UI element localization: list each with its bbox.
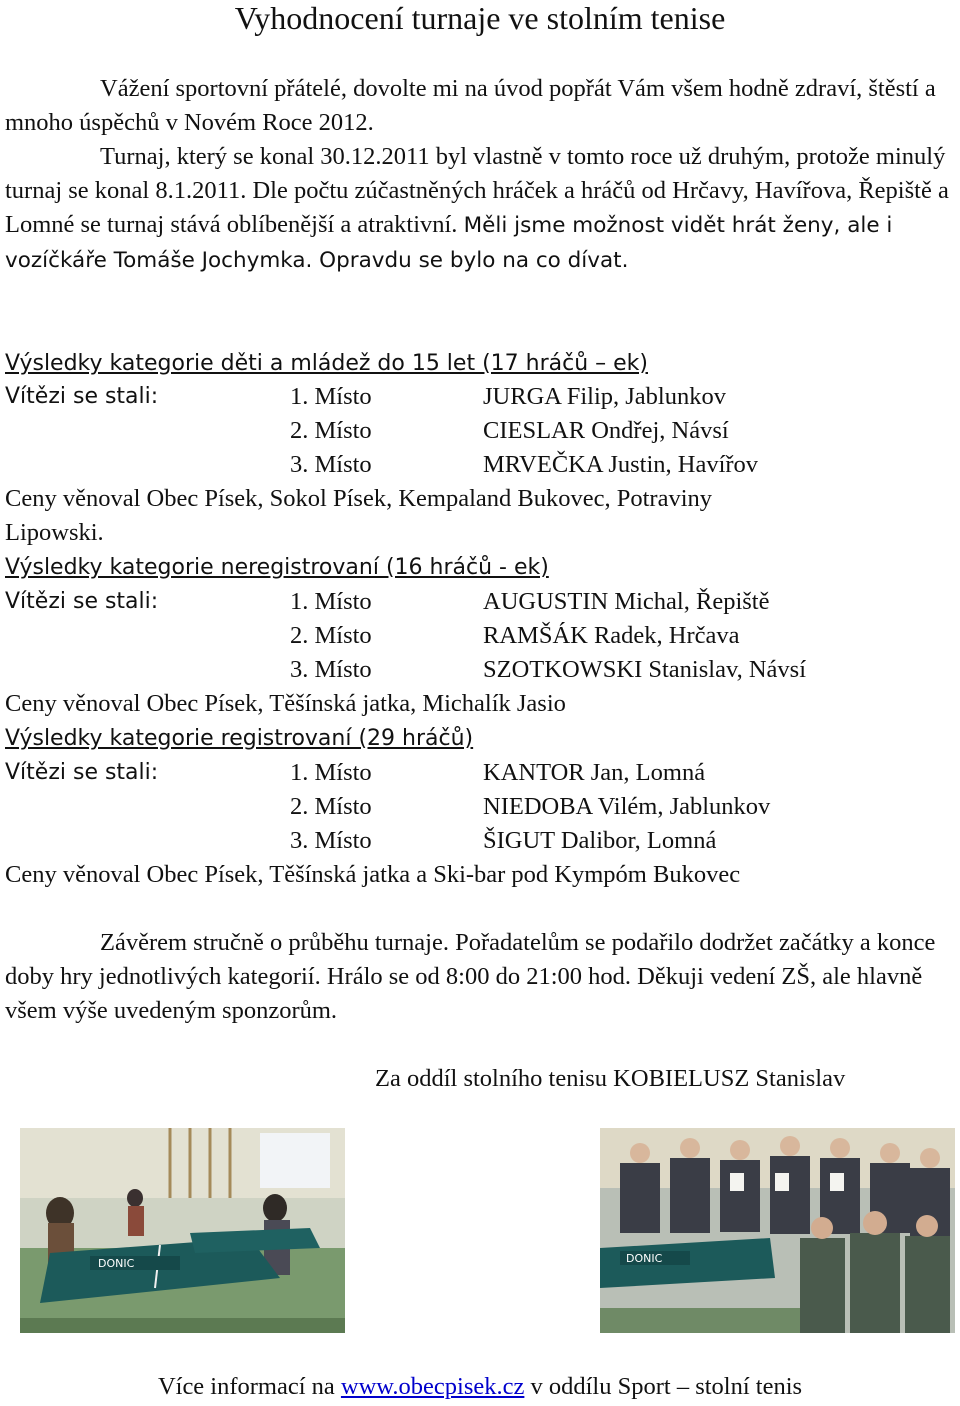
intro-text-2: Turnaj, který se konal 30.12.2011 byl vlastně v tomto roce už druhým, protože minulý turnaj se konal 8.1.2011. Dle počtu zúčastněných hráček a hráčů od Hrčavy, Havířova, Řepiště a Lomné se turnaj stává oblíbenější a atraktivní. <box>5 143 949 238</box>
photo-table-tennis-game <box>20 1128 345 1333</box>
intro-text-1: Vážení sportovní přátelé, dovolte mi na úvod popřát Vám všem hodně zdraví, štěstí a mnoho úspěchů v Novém Roce 2012. <box>5 75 936 136</box>
category-3-heading-row <box>5 721 950 755</box>
table-brand: DONIC <box>626 1252 663 1265</box>
website-link[interactable]: www.obecpisek.cz <box>340 1373 525 1400</box>
category-2-heading-row <box>5 550 950 584</box>
category-3-place-2 <box>5 790 950 824</box>
winners-label: Vítězi se stali: <box>5 760 159 785</box>
category-1-sponsors-cont: Lipowski. <box>5 519 104 546</box>
place-label: 3. Místo <box>290 451 372 478</box>
category-heading: Výsledky kategorie děti a mládež do 15 let (17 hráčů – ek) <box>5 351 648 376</box>
winner-name: MRVEČKA Justin, Havířov <box>483 451 759 478</box>
winner-name: CIESLAR Ondřej, Návsí <box>483 417 729 444</box>
table-brand: DONIC <box>98 1257 135 1270</box>
category-3-place-3 <box>5 824 950 858</box>
category-1-place-2 <box>5 414 950 448</box>
category-3-sponsors: Ceny věnoval Obec Písek, Těšínská jatka a Ski-bar pod Kympóm Bukovec <box>5 861 741 888</box>
winners-label: Vítězi se stali: <box>5 589 159 614</box>
category-2-place-2 <box>5 619 950 653</box>
category-2-sponsors: Ceny věnoval Obec Písek, Těšínská jatka, Michalík Jasio <box>5 690 566 717</box>
place-label: 2. Místo <box>290 417 372 444</box>
category-heading: Výsledky kategorie registrovaní (29 hráčů) <box>5 726 474 751</box>
category-2-place-1 <box>5 585 950 619</box>
place-label: 2. Místo <box>290 793 372 820</box>
place-label: 3. Místo <box>290 656 372 683</box>
category-1-place-1 <box>5 380 950 414</box>
page-title: Vyhodnocení turnaje ve stolním tenise <box>234 0 726 36</box>
conclusion-paragraph <box>5 926 950 1028</box>
category-heading: Výsledky kategorie neregistrovaní (16 hráčů - ek) <box>5 555 549 580</box>
category-2-place-3 <box>5 653 950 687</box>
category-1-sponsors: Ceny věnoval Obec Písek, Sokol Písek, Kempaland Bukovec, Potraviny <box>5 485 712 512</box>
category-1-heading-row <box>5 346 950 380</box>
intro-text-3: Měli jsme možnost vidět hrát ženy, ale i vozíčkáře Tomáše Jochymka. Opravdu se bylo na co dívat. <box>5 213 893 273</box>
category-3-place-1 <box>5 756 950 790</box>
place-label: 1. Místo <box>290 588 372 615</box>
intro-paragraph <box>5 72 950 278</box>
winner-name: KANTOR Jan, Lomná <box>483 759 706 786</box>
category-1-place-3 <box>5 448 950 482</box>
place-label: 3. Místo <box>290 827 372 854</box>
winner-name: JURGA Filip, Jablunkov <box>483 383 726 410</box>
signature: Za oddíl stolního tenisu KOBIELUSZ Stanislav <box>375 1065 846 1092</box>
place-label: 1. Místo <box>290 759 372 786</box>
place-label: 1. Místo <box>290 383 372 410</box>
photo-winners-group <box>600 1128 955 1333</box>
winner-name: ŠIGUT Dalibor, Lomná <box>483 827 717 854</box>
footer-suffix: v oddílu Sport – stolní tenis <box>524 1373 803 1400</box>
footer-prefix: Více informací na <box>157 1373 341 1400</box>
conclusion-text: Závěrem stručně o průběhu turnaje. Pořadatelům se podařilo dodržet začátky a konce doby hry jednotlivých kategorií. Hrálo se od 8:00 do 21:00 hod. Děkuji vedení ZŠ, ale hlavně všem výše uvedeným sponzorům. <box>5 929 936 1024</box>
place-label: 2. Místo <box>290 622 372 649</box>
winners-label: Vítězi se stali: <box>5 384 159 409</box>
winner-name: NIEDOBA Vilém, Jablunkov <box>483 793 771 820</box>
winner-name: SZOTKOWSKI Stanislav, Návsí <box>483 656 807 683</box>
footer <box>0 1370 960 1404</box>
winner-name: AUGUSTIN Michal, Řepiště <box>483 588 770 615</box>
winner-name: RAMŠÁK Radek, Hrčava <box>483 622 740 649</box>
